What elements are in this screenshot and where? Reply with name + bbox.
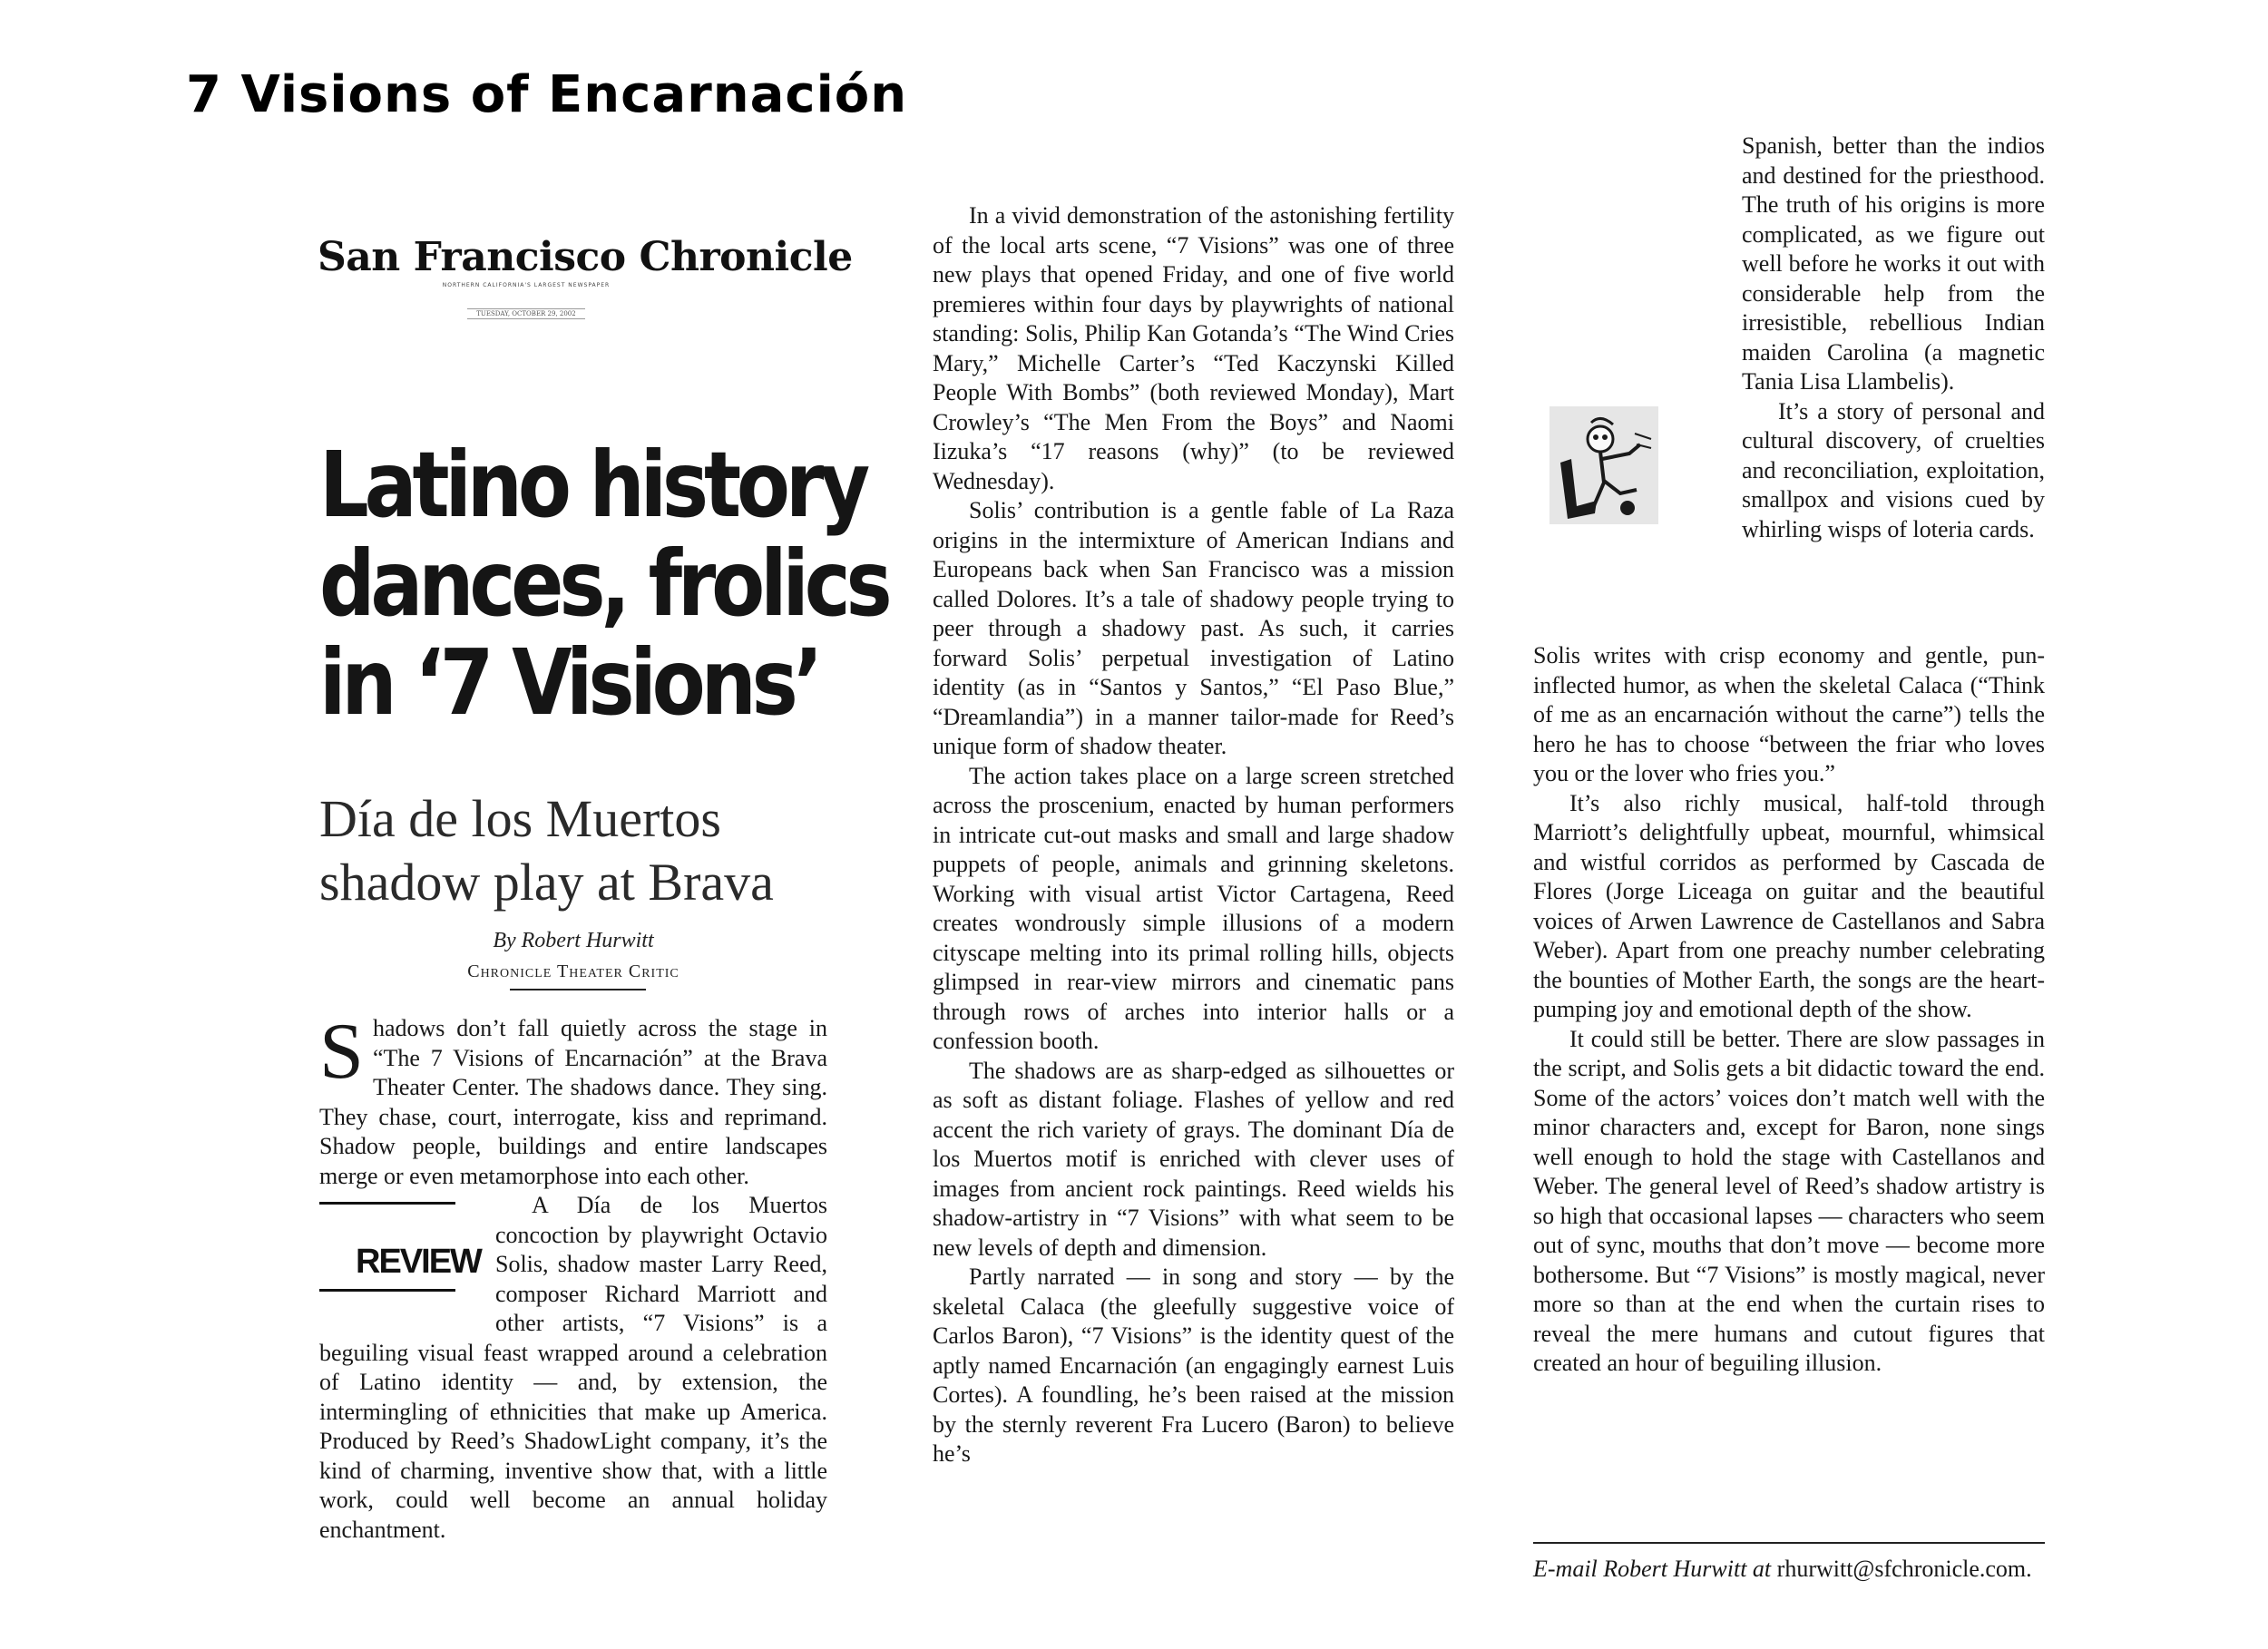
article-end-divider xyxy=(1533,1542,2045,1544)
article-paragraph xyxy=(319,1008,827,1191)
shadow-puppet-illustration xyxy=(1549,406,1658,524)
article-paragraph: Spanish, better than the indios and destined for the priesthood. The truth of his origins is more complicated, as we figure out well before he works it out with considerable help from the irresistible, rebellious Indian maiden Carolina (a magnetic Tania Lisa Llambelis). xyxy=(1742,132,2045,395)
article-headline xyxy=(319,432,888,736)
review-rule-top xyxy=(319,1202,455,1205)
review-label: REVIEW xyxy=(356,1243,481,1281)
headline-line: Latino history xyxy=(319,432,865,538)
article-column-3 xyxy=(1533,641,2045,1379)
headline-line: in ‘7 Visions’ xyxy=(319,629,819,736)
article-paragraph: Partly narrated — in song and story — by the skeletal Calaca (the gleefully suggestive voice of Carlos Baron), “7 Visions” is the identity quest of the aptly named Encarnación (an engagingly earnest Luis Cortes). A foundling, he’s been raised at the mission by the sternly reverent Fra Lucero (Baron) to believe he’s xyxy=(933,1264,1454,1467)
article-paragraph: It’s a story of personal and cultural discovery, of cruelties and reconciliation, exploitation, smallpox and visions cued by whirling wisps of loteria cards. xyxy=(1742,397,2045,542)
article-column-3-top xyxy=(1742,132,2045,544)
article-paragraph xyxy=(319,1191,827,1545)
headline-line: dances, frolics xyxy=(319,531,888,637)
article-paragraph: It could still be better. There are slow passages in the script, and Solis gets a bit didactic toward the end. Some of the actors’ voices don’t match well with the minor characters and, except for Baron, none sings well enough to hold the stage with Castellanos and Weber. The general level of Reed’s shadow artistry is so high that occasional lapses — characters who seem out of sync, mouths that don’t move — become more bothersome. But “7 Visions” is mostly magical, never more so than at the end when the curtain rises to reveal the mere humans and cutout figures that created an hour of beguiling illusion. xyxy=(1533,1025,2045,1376)
article-paragraph: In a vivid demonstration of the astonishing fertility of the local arts scene, “7 Visions” was one of three new plays that opened Friday, and one of five world premieres within four days by playwrights of national standing: Solis, Philip Kan Gotanda’s “The Wind Cries Mary,” Michelle Carter’s “Ted Kaczynski Killed People With Bombs” (both reviewed Monday), Mart Crowley’s “The Men From the Boys” and Naomi Iizuka’s “17 reasons (why)” (to be reviewed Wednesday). xyxy=(933,202,1454,494)
drop-cap: S xyxy=(319,1008,364,1096)
masthead-name: San Francisco Chronicle xyxy=(318,234,853,280)
review-label-box xyxy=(319,1195,481,1332)
masthead-date: TUESDAY, OCTOBER 29, 2002 xyxy=(467,308,585,319)
paragraph-text: A Día de los Muertos concoction by playwright Octavio Solis, shadow master Larry Reed, composer Richard Marriott and other artists, “7 Visions” is a beguiling visual feast wrapped around a celebration of Latino identity — and, by extension, the intermingling of ethnicities that make up America. Produced by Reed’s ShadowLight company, it’s the kind of charming, inventive show that, with a little work, could well become an annual holiday enchantment. xyxy=(319,1192,827,1543)
article-paragraph: The action takes place on a large screen stretched across the proscenium, enacted by human performers in intricate cut-out masks and small and large shadow puppets of people, animals and grinning skeletons. Working with visual artist Victor Cartagena, Reed creates wondrously simple illusions of a modern cityscape melting into its primal rolling hills, objects glimpsed in rear-view mirrors and cinematic pans through rows of arches into interior halls or a confession booth. xyxy=(933,762,1454,1054)
review-rule-bottom xyxy=(319,1289,455,1292)
article-paragraph: Solis writes with crisp economy and gentle, pun-inflected humor, as when the skeletal Calaca (“Think of me as an encarnación without the carne”) tells the hero he has to choose “between the friar who loves you or the lover who fries you.” xyxy=(1533,642,2045,786)
subhead-line: shadow play at Brava xyxy=(319,853,774,912)
skeleton-puppet-icon xyxy=(1549,406,1658,524)
newspaper-masthead xyxy=(318,234,853,319)
paragraph-text: hadows don’t fall quietly across the stage in “The 7 Visions of Encarnación” at the Brava Theater Center. The shadows dance. They sing. They chase, court, interrogate, kiss and reprimand. Shadow people, buildings and entire landscapes merge or even metamorphose into each other. xyxy=(319,1015,827,1189)
byline-author: By Robert Hurwitt xyxy=(493,929,654,952)
article-column-1 xyxy=(319,1008,827,1545)
page-title: 7 Visions of Encarnación xyxy=(186,65,908,124)
masthead-tagline: NORTHERN CALIFORNIA'S LARGEST NEWSPAPER xyxy=(442,282,611,288)
author-email: rhurwitt@sfchronicle.com. xyxy=(1776,1556,2032,1582)
byline-divider xyxy=(510,989,646,990)
article-paragraph: The shadows are as sharp-edged as silhouettes or as soft as distant foliage. Flashes of yellow and red accent the rich variety of grays. The dominant Día de los Muertos motif is enriched with clever uses of images from ancient rock paintings. Reed wields his shadow-artistry in “7 Visions” with what seem to be new levels of depth and dimension. xyxy=(933,1057,1454,1261)
article-subhead xyxy=(319,787,827,914)
article-paragraph: Solis’ contribution is a gentle fable of La Raza origins in the intermixture of American Indians and Europeans back when San Francisco was a mission called Dolores. It’s a tale of shadowy people trying to peer through a shadowy past. As such, it carries forward Solis’ perpetual investigation of Latino identity (as in “Santos y Santos,” “El Paso Blue,” “Dreamlandia”) in a manner tailor-made for Reed’s unique form of shadow theater. xyxy=(933,497,1454,759)
article-column-2 xyxy=(933,201,1454,1469)
article-paragraph: It’s also richly musical, half-told through Marriott’s delightfully upbeat, mournful, whimsical and wistful corridos as performed by Cascada de Flores (Jorge Liceaga on guitar and the beautiful voices of Arwen Lawrence de Castellanos and Sabra Weber). Apart from one preachy number celebrating the bounties of Mother Earth, the songs are the heart-pumping joy and emotional depth of the show. xyxy=(1533,789,2045,1022)
subhead-line: Día de los Muertos xyxy=(319,789,721,848)
byline-title: Chronicle Theater Critic xyxy=(467,961,679,981)
author-email-note xyxy=(1533,1555,2045,1584)
email-note-prefix: E-mail Robert Hurwitt at xyxy=(1533,1556,1772,1582)
